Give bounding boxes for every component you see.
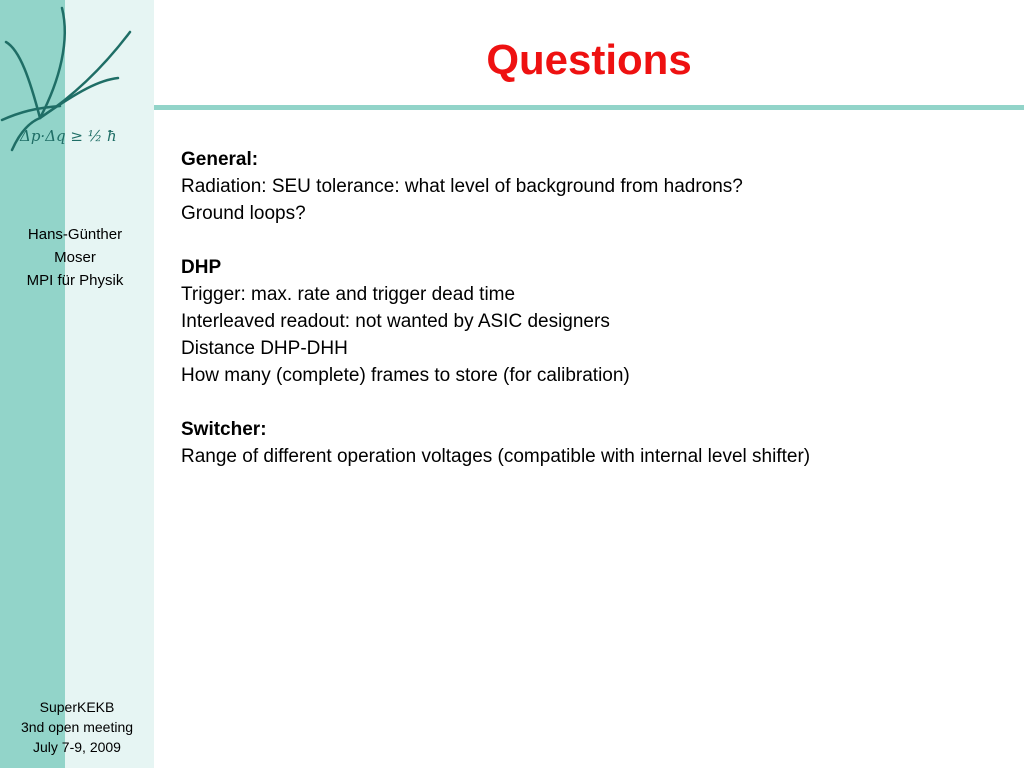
event-name: SuperKEKB: [39, 699, 115, 715]
section-dhp: [181, 254, 1001, 389]
section-heading: General:: [181, 149, 259, 170]
author-block: [0, 223, 150, 292]
question-line: How many (complete) frames to store (for calibration): [181, 365, 630, 386]
slide-content: [181, 146, 1001, 497]
question-line: Radiation: SEU tolerance: what level of background from hadrons?: [181, 176, 743, 197]
slide-title: Questions: [486, 36, 692, 83]
section-heading: Switcher:: [181, 419, 267, 440]
author-name-first: Hans-Günther: [27, 226, 123, 243]
question-line: Ground loops?: [181, 203, 306, 224]
institute-logo: [0, 0, 160, 160]
logo-formula: Δp·Δq ≥ ½ ħ: [20, 127, 117, 145]
question-line: Distance DHP-DHH: [181, 338, 348, 359]
event-meeting: 3nd open meeting: [20, 719, 134, 735]
title-divider: [154, 105, 1024, 110]
event-date: July 7-9, 2009: [33, 739, 121, 755]
question-line: Trigger: max. rate and trigger dead time: [181, 284, 516, 305]
author-institute: MPI für Physik: [26, 272, 124, 289]
section-general: [181, 146, 1001, 227]
event-block: [0, 697, 154, 757]
question-line: Range of different operation voltages (compatible with internal level shifter): [181, 446, 811, 467]
section-switcher: [181, 416, 1001, 470]
question-line: Interleaved readout: not wanted by ASIC designers: [181, 311, 610, 332]
author-name-last: Moser: [54, 249, 96, 266]
section-heading: DHP: [181, 257, 222, 278]
